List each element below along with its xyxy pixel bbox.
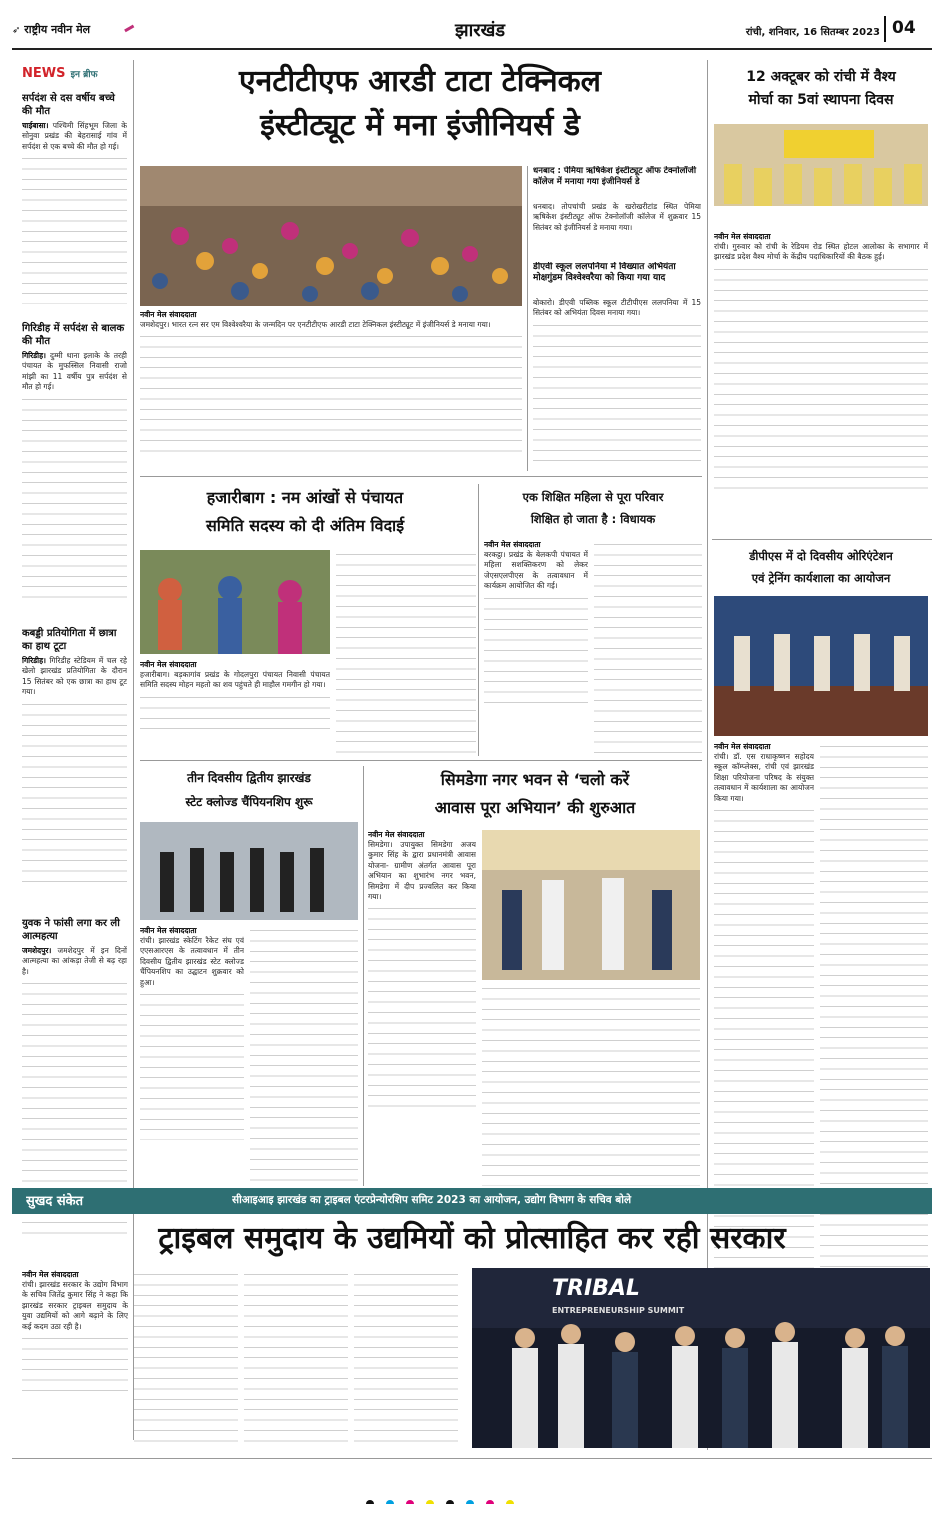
simdega-photo [482, 830, 700, 980]
lead-headline: एनटीटीएफ आरडी टाटा टेक्निकल इंस्टीट्यूट में मना इंजीनियर्स डे [239, 64, 601, 143]
brief-body: पश्चिमी सिंहभूम जिला के सोनुवा प्रखंड की बेहरासाई गांव में सर्पदंश से एक बच्चे की मौत हो गई। [22, 121, 127, 151]
bottom-label: सुखद संकेत [26, 1194, 84, 1209]
bokaro-headline: डीएवी स्कूल ललपनिया में विख्यात अभियंता मोक्षगुंडम विश्वेश्वरैया को किया गया याद [533, 262, 676, 283]
summit-photo [472, 1268, 930, 1448]
summit-banner: TRIBAL [552, 1276, 640, 1301]
masthead-rule [12, 48, 932, 50]
bottom-article-cont [134, 1270, 238, 1442]
hazaribagh-photo [140, 550, 330, 654]
simdega-article [368, 830, 476, 1186]
article-body: रांची। झारखंड सरकार के उद्योग विभाग के सचिव जितेंद्र कुमार सिंह ने कहा कि झारखंड सरकार ट्राइबल समुदाय के युवा उद्यमियों को आगे बढ़ाने के लिए कई कदम उठा रही है। [22, 1280, 128, 1331]
brief-headline: युवक ने फांसी लगा कर ली आत्महत्या [22, 918, 120, 942]
footer-rule [12, 1458, 932, 1459]
registration-marks [360, 1494, 600, 1504]
dps-photo [714, 596, 928, 736]
byline: नवीन मेल संवाददाता [368, 830, 425, 839]
bottom-band [12, 1188, 932, 1214]
bird-icon: ➶ [12, 25, 21, 36]
championship-photo [140, 822, 358, 920]
brief-header [22, 62, 127, 92]
summit-banner-sub: ENTREPRENEURSHIP SUMMIT [552, 1306, 685, 1315]
article-body: रांची। झारखंड स्केटिंग रैकेट संघ एवं एएसआरएस के तत्वावधान में तीन दिवसीय द्वितीय झारखंड स्टेट क्लोज्ड चैंपियनशिप का उद्घाटन शुक्रवार को हुआ। [140, 936, 244, 987]
lead-photo [140, 166, 522, 306]
brief-tag: इन ब्रीफ [70, 70, 98, 80]
article-body: सिमडेगा। उपायुक्त सिमडेगा अजय कुमार सिंह के द्वारा प्रधानमंत्री आवास योजना- ग्रामीण अंतर्गत आवास पूरा अभियान का शुभारंभ नगर भवन, सिमडेगा में दीप प्रज्वलित कर किया गया। [368, 840, 476, 902]
byline: नवीन मेल संवाददाता [140, 926, 197, 935]
brief-headline: गिरिडीह में सर्पदंश से बालक की मौत [22, 323, 125, 347]
vidhayak-article [484, 540, 588, 755]
brief-body: गिरिडीह स्टेडियम में चल रहे खेलो झारखंड प्रतियोगिता के दौरान 15 सितंबर को एक छात्रा का हाथ टूट गया। [22, 656, 127, 697]
lead-article [140, 310, 522, 470]
page-number: 04 [892, 18, 916, 38]
brief-body: दुम्मी थाना इलाके के तरही पंचायत के मुफस्सिल निवासी राजो मांझी का 11 वर्षीय पुत्र सर्पदंश से मौत हो गई। [22, 351, 127, 392]
hazaribagh-article-cont [336, 550, 476, 755]
divider [884, 16, 886, 42]
byline: नवीन मेल संवाददाता [140, 660, 197, 669]
vaishya-photo [714, 124, 928, 228]
brief-dateline: गिरिडीह। [22, 351, 46, 360]
byline: नवीन मेल संवाददाता [484, 540, 541, 549]
byline: नवीन मेल संवाददाता [22, 1270, 79, 1279]
crowd-image [140, 166, 522, 306]
pen-icon [122, 20, 136, 34]
brief-item [22, 322, 127, 627]
byline: नवीन मेल संवाददाता [714, 742, 771, 751]
championship-headline: तीन दिवसीय द्वितीय झारखंड स्टेट क्लोज्ड चैंपियनशिप शुरू [185, 771, 313, 809]
dps-headline: डीपीएस में दो दिवसीय ओरिएंटेशन एवं ट्रेनिंग कार्यशाला का आयोजन [749, 549, 893, 585]
vidhayak-headline: एक शिक्षित महिला से पूरा परिवार शिक्षित हो जाता है : विधायक [522, 490, 664, 526]
bottom-article-cont [354, 1270, 458, 1442]
byline: नवीन मेल संवाददाता [714, 232, 771, 241]
article-body: रांची। डॉ. एस राधाकृष्णन सहोदय स्कूल कॉम्प्लेक्स, रांची एवं झारखंड शिक्षा परियोजना परिषद के संयुक्त तत्वावधान में कार्यशाला का आयोजन किया गया। [714, 752, 814, 803]
hazaribagh-article [140, 660, 330, 755]
article-body: रांची। गुरुवार को रांची के रेडियम रोड स्थित होटल आलोका के सभागार में झारखंड प्रदेश वैश्य मोर्चा के केंद्रीय पदाधिकारियों की बैठक हुई। [714, 242, 928, 262]
vidhayak-article-cont [594, 540, 702, 755]
brief-headline: सर्पदंश से दस वर्षीय बच्चे की मौत [22, 93, 115, 117]
dateline: रांची, शनिवार, 16 सितम्बर 2023 [745, 27, 880, 38]
brief-body: जमशेदपुर में इन दिनों आत्महत्या का आंकड़ा तेजी से बढ़ रहा है। [22, 946, 127, 976]
brief-dateline: जमशेदपुर। [22, 946, 52, 955]
bokaro-body: बोकारो। डीएवी पब्लिक स्कूल टीटीपीएस ललपनिया में 15 सितंबर को अभियंता दिवस मनाया गया। [533, 298, 701, 470]
simdega-headline: सिमडेगा नगर भवन से ‘चलो करें आवास पूरा अभियान’ की शुरुआत [434, 770, 636, 817]
vaishya-headline: 12 अक्टूबर को रांची में वैश्य मोर्चा का 5वां स्थापना दिवस [746, 69, 896, 108]
brief-item [22, 627, 127, 917]
bottom-subhead: सीआइआइ झारखंड का ट्राइबल एंटरप्रेन्योरशिप समिट 2023 का आयोजन, उद्योग विभाग के सचिव बोले [232, 1194, 632, 1206]
vaishya-article [714, 232, 928, 502]
news-label: NEWS [22, 66, 66, 81]
brief-dateline: चाईबासा। [22, 121, 49, 130]
championship-article [140, 926, 244, 1186]
dhanbad-headline: धनबाद : पेमिया ऋषिकेश इंस्टीट्यूट ऑफ टेक्नोलॉजी कॉलेज में मनाया गया इंजीनियर्स डे [533, 166, 697, 187]
bottom-article [22, 1270, 128, 1442]
brief-dateline: गिरिडीह। [22, 656, 46, 665]
brief-item [22, 92, 127, 322]
paper-name: ➶ राष्ट्रीय नवीन मेल [12, 23, 91, 36]
simdega-article-cont [482, 984, 700, 1186]
section-name: झारखंड [455, 20, 505, 41]
article-body: हजारीबाग। बड़कागांव प्रखंड के गोदलपुरा पंचायत निवासी पंचायत समिति सदस्य मोहन महतो का शव पहुंचते ही माहौल गमगीन हो गया। [140, 670, 330, 690]
bottom-article-cont [244, 1270, 348, 1442]
article-body: जमशेदपुर। भारत रत्न सर एम विश्वेश्वरैया के जन्मदिन पर एनटीटीएफ आरडी टाटा टेक्निकल इंस्टीट्यूट में इंजीनियर्स डे मनाया गया। [140, 320, 491, 329]
byline: नवीन मेल संवाददाता [140, 310, 197, 319]
dhanbad-body: धनबाद। तोपचांची प्रखंड के खरोखरीटांड स्थित पेमिया ऋषिकेश इंस्टीट्यूट ऑफ टेक्नोलॉजी कॉलेज में शुक्रवार 15 सितंबर को इंजीनियर्स डे मनाया गया। [533, 202, 701, 232]
masthead [12, 14, 932, 52]
bottom-headline: ट्राइबल समुदाय के उद्यमियों को प्रोत्साहित कर रही सरकार [158, 1221, 786, 1256]
article-body: बरकट्ठा। प्रखंड के बेलकपी पंचायत में महिला सशक्तिकरण को लेकर जेएसएलपीएस के तत्वावधान में कार्यक्रम आयोजित की गई। [484, 550, 588, 591]
championship-article-cont [250, 926, 358, 1186]
hazaribagh-headline: हजारीबाग : नम आंखों से पंचायत समिति सदस्य को दी अंतिम विदाई [205, 488, 405, 535]
brief-headline: कबड्डी प्रतियोगिता में छात्रा का हाथ टूटा [22, 628, 117, 652]
